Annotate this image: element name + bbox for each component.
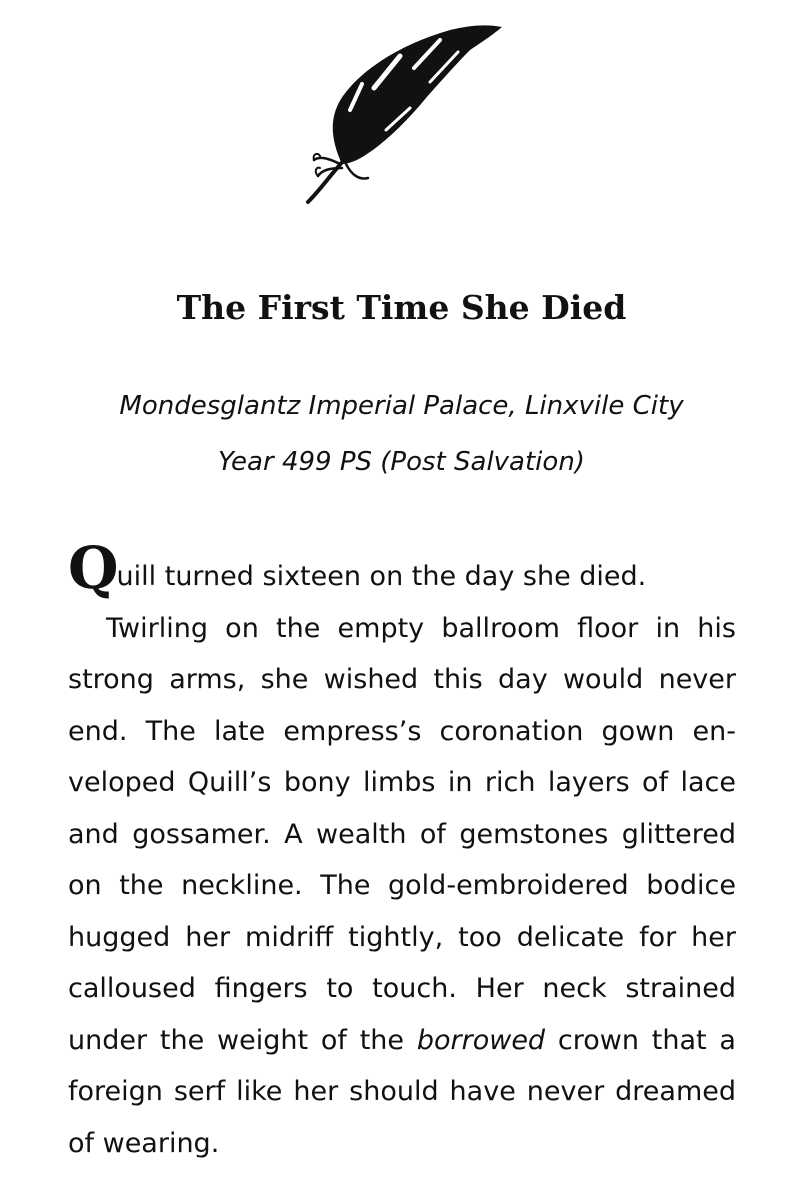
chapter-title: The First Time She Died	[176, 288, 627, 327]
drop-cap: Q	[68, 534, 117, 602]
chapter-location: Mondesglantz Imperial Palace, Linxvile City	[119, 391, 684, 421]
chapter-date: Year 499 PS (Post Salvation)	[218, 447, 585, 477]
paragraph-2	[68, 603, 736, 1170]
paragraph-1-text: uill turned sixteen on the day she died.	[116, 561, 647, 592]
chapter-body	[68, 534, 736, 1169]
paragraph-1	[68, 534, 736, 603]
paragraph-2-text-start: Twirling on the empty ballroom floor in his strong arms, she wished this day would never end. The late empress’s coronation gown enveloped Quill’s bony limbs in rich layers of lace and gossamer. A wealth of gemstones glittered on the neckline. The gold-embroidered bodice hugged her midriff tightly, too delicate for her calloused fingers to touch. Her neck strained under the weight of the	[68, 612, 736, 1056]
feather-icon	[290, 18, 510, 208]
paragraph-2-text-end: crown that a foreign serf like her should have never dreamed of wearing.	[68, 1024, 736, 1159]
emphasized-word: borrowed	[416, 1024, 546, 1056]
